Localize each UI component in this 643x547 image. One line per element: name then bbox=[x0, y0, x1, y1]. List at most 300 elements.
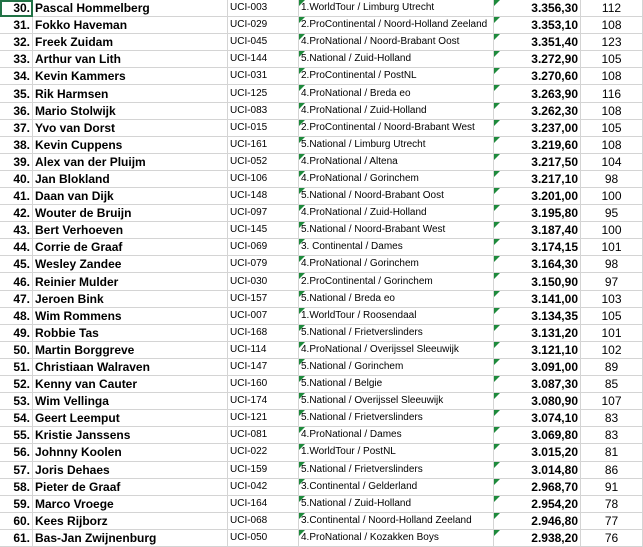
count-cell[interactable] bbox=[581, 205, 643, 222]
count-text: 81 bbox=[604, 445, 619, 460]
error-indicator-icon bbox=[494, 291, 500, 297]
table-row bbox=[0, 34, 643, 51]
rider-name-text: Pieter de Graaf bbox=[35, 479, 121, 494]
rider-name-text: Wesley Zandee bbox=[35, 257, 122, 272]
category-team-cell[interactable] bbox=[299, 393, 494, 410]
count-cell[interactable] bbox=[581, 119, 643, 136]
table-row bbox=[0, 461, 643, 478]
rank-cell[interactable] bbox=[0, 324, 33, 341]
rider-code-cell[interactable] bbox=[228, 102, 299, 119]
points-text: 3.187,40 bbox=[531, 223, 578, 238]
category-team-cell[interactable] bbox=[299, 170, 494, 187]
error-indicator-icon bbox=[299, 462, 305, 468]
table-row bbox=[0, 427, 643, 444]
category-team-text: 3.Continental / Noord-Holland Zeeland bbox=[301, 514, 472, 526]
points-cell[interactable] bbox=[494, 273, 581, 290]
category-team-cell[interactable] bbox=[299, 0, 494, 17]
points-cell[interactable] bbox=[494, 358, 581, 375]
points-text: 3.262,30 bbox=[531, 103, 578, 118]
count-text: 103 bbox=[601, 291, 622, 306]
category-team-cell[interactable] bbox=[299, 376, 494, 393]
rider-code-text: UCI-031 bbox=[230, 70, 268, 82]
count-cell[interactable] bbox=[581, 495, 643, 512]
rank-cell[interactable] bbox=[0, 136, 33, 153]
count-cell[interactable] bbox=[581, 427, 643, 444]
rank-cell[interactable] bbox=[0, 341, 33, 358]
rider-name-text: Rik Harmsen bbox=[35, 86, 109, 101]
count-text: 98 bbox=[604, 257, 619, 272]
points-text: 3.270,60 bbox=[531, 69, 578, 84]
error-indicator-icon bbox=[494, 222, 500, 228]
error-indicator-icon bbox=[494, 85, 500, 91]
rider-code-cell[interactable] bbox=[228, 478, 299, 495]
error-indicator-icon bbox=[299, 120, 305, 126]
rider-name-cell[interactable] bbox=[33, 205, 228, 222]
table-row bbox=[0, 273, 643, 290]
count-text: 108 bbox=[601, 103, 622, 118]
points-cell[interactable] bbox=[494, 529, 581, 546]
rider-code-cell[interactable] bbox=[228, 34, 299, 51]
count-text: 107 bbox=[601, 394, 622, 409]
points-cell[interactable] bbox=[494, 393, 581, 410]
rider-name-cell[interactable] bbox=[33, 495, 228, 512]
rank-text: 30. bbox=[13, 1, 30, 16]
rank-cell[interactable] bbox=[0, 239, 33, 256]
points-text: 3.014,80 bbox=[531, 462, 578, 477]
rank-text: 56. bbox=[13, 445, 30, 460]
category-team-cell[interactable] bbox=[299, 102, 494, 119]
count-cell[interactable] bbox=[581, 239, 643, 256]
category-team-cell[interactable] bbox=[299, 85, 494, 102]
category-team-text: 4.ProNational / Breda eo bbox=[301, 87, 411, 99]
points-cell[interactable] bbox=[494, 51, 581, 68]
error-indicator-icon bbox=[299, 103, 305, 109]
rider-name-cell[interactable] bbox=[33, 222, 228, 239]
rank-cell[interactable] bbox=[0, 85, 33, 102]
rider-code-cell[interactable] bbox=[228, 341, 299, 358]
count-cell[interactable] bbox=[581, 478, 643, 495]
category-team-text: 2.ProContinental / Noord-Brabant West bbox=[301, 121, 475, 133]
category-team-text: 5.National / Zuid-Holland bbox=[301, 497, 412, 509]
rider-code-cell[interactable] bbox=[228, 188, 299, 205]
count-text: 116 bbox=[601, 86, 622, 101]
rank-cell[interactable] bbox=[0, 205, 33, 222]
rider-name-cell[interactable] bbox=[33, 34, 228, 51]
rider-code-cell[interactable] bbox=[228, 512, 299, 529]
error-indicator-icon bbox=[494, 0, 500, 6]
category-team-cell[interactable] bbox=[299, 427, 494, 444]
rank-cell[interactable] bbox=[0, 17, 33, 34]
category-team-cell[interactable] bbox=[299, 410, 494, 427]
error-indicator-icon bbox=[494, 34, 500, 40]
rider-code-cell[interactable] bbox=[228, 529, 299, 546]
points-cell[interactable] bbox=[494, 85, 581, 102]
rider-code-cell[interactable] bbox=[228, 256, 299, 273]
points-cell[interactable] bbox=[494, 102, 581, 119]
count-cell[interactable] bbox=[581, 393, 643, 410]
rider-name-text: Johnny Koolen bbox=[35, 445, 122, 460]
count-cell[interactable] bbox=[581, 188, 643, 205]
rank-text: 36. bbox=[13, 103, 30, 118]
rider-code-cell[interactable] bbox=[228, 358, 299, 375]
rider-name-cell[interactable] bbox=[33, 358, 228, 375]
category-team-cell[interactable] bbox=[299, 34, 494, 51]
count-cell[interactable] bbox=[581, 273, 643, 290]
rank-text: 55. bbox=[13, 428, 30, 443]
count-cell[interactable] bbox=[581, 358, 643, 375]
category-team-cell[interactable] bbox=[299, 153, 494, 170]
rank-cell[interactable] bbox=[0, 393, 33, 410]
points-cell[interactable] bbox=[494, 68, 581, 85]
rider-code-cell[interactable] bbox=[228, 51, 299, 68]
points-cell[interactable] bbox=[494, 256, 581, 273]
category-team-cell[interactable] bbox=[299, 444, 494, 461]
error-indicator-icon bbox=[299, 239, 305, 245]
table-row bbox=[0, 17, 643, 34]
rider-name-cell[interactable] bbox=[33, 102, 228, 119]
rider-name-cell[interactable] bbox=[33, 256, 228, 273]
rider-name-cell[interactable] bbox=[33, 512, 228, 529]
category-team-cell[interactable] bbox=[299, 205, 494, 222]
rider-code-text: UCI-050 bbox=[230, 531, 268, 543]
count-cell[interactable] bbox=[581, 85, 643, 102]
rider-code-text: UCI-168 bbox=[230, 326, 268, 338]
rank-cell[interactable] bbox=[0, 461, 33, 478]
count-cell[interactable] bbox=[581, 529, 643, 546]
rank-cell[interactable] bbox=[0, 478, 33, 495]
rank-cell[interactable] bbox=[0, 529, 33, 546]
points-text: 3.134,35 bbox=[531, 308, 578, 323]
category-team-cell[interactable] bbox=[299, 222, 494, 239]
count-text: 112 bbox=[601, 1, 622, 16]
points-cell[interactable] bbox=[494, 222, 581, 239]
rider-code-cell[interactable] bbox=[228, 136, 299, 153]
rank-text: 43. bbox=[13, 223, 30, 238]
rider-code-cell[interactable] bbox=[228, 290, 299, 307]
error-indicator-icon bbox=[494, 496, 500, 502]
category-team-cell[interactable] bbox=[299, 188, 494, 205]
count-cell[interactable] bbox=[581, 153, 643, 170]
category-team-text: 5.National / Noord-Brabant Oost bbox=[301, 190, 444, 202]
rank-text: 34. bbox=[13, 69, 30, 84]
rank-text: 40. bbox=[13, 171, 30, 186]
table-row bbox=[0, 153, 643, 170]
rider-name-cell[interactable] bbox=[33, 68, 228, 85]
count-text: 101 bbox=[601, 325, 622, 340]
rider-name-cell[interactable] bbox=[33, 170, 228, 187]
category-team-cell[interactable] bbox=[299, 239, 494, 256]
rider-name-cell[interactable] bbox=[33, 461, 228, 478]
rider-code-cell[interactable] bbox=[228, 170, 299, 187]
rank-cell[interactable] bbox=[0, 34, 33, 51]
rank-cell[interactable] bbox=[0, 444, 33, 461]
rider-code-cell[interactable] bbox=[228, 393, 299, 410]
count-cell[interactable] bbox=[581, 307, 643, 324]
count-text: 86 bbox=[604, 462, 619, 477]
rider-code-cell[interactable] bbox=[228, 119, 299, 136]
rider-name-cell[interactable] bbox=[33, 478, 228, 495]
rider-name-text: Kristie Janssens bbox=[35, 428, 131, 443]
count-cell[interactable] bbox=[581, 51, 643, 68]
count-text: 108 bbox=[601, 137, 622, 152]
points-cell[interactable] bbox=[494, 0, 581, 17]
rider-name-cell[interactable] bbox=[33, 427, 228, 444]
rider-name-cell[interactable] bbox=[33, 444, 228, 461]
rank-text: 57. bbox=[13, 462, 30, 477]
rank-cell[interactable] bbox=[0, 102, 33, 119]
rider-code-cell[interactable] bbox=[228, 85, 299, 102]
category-team-cell[interactable] bbox=[299, 68, 494, 85]
rider-code-text: UCI-022 bbox=[230, 446, 268, 458]
table-row bbox=[0, 0, 643, 17]
rank-cell[interactable] bbox=[0, 222, 33, 239]
rider-name-text: Jeroen Bink bbox=[35, 291, 104, 306]
category-team-cell[interactable] bbox=[299, 495, 494, 512]
rider-code-cell[interactable] bbox=[228, 0, 299, 17]
points-cell[interactable] bbox=[494, 136, 581, 153]
rider-name-text: Christiaan Walraven bbox=[35, 360, 150, 374]
table-row bbox=[0, 358, 643, 375]
rider-code-cell[interactable] bbox=[228, 307, 299, 324]
rider-name-cell[interactable] bbox=[33, 51, 228, 68]
rider-name-text: Arthur van Lith bbox=[35, 52, 121, 67]
points-cell[interactable] bbox=[494, 34, 581, 51]
points-cell[interactable] bbox=[494, 239, 581, 256]
rider-code-text: UCI-145 bbox=[230, 224, 268, 236]
count-cell[interactable] bbox=[581, 102, 643, 119]
rider-name-cell[interactable] bbox=[33, 529, 228, 546]
points-cell[interactable] bbox=[494, 153, 581, 170]
rider-name-cell[interactable] bbox=[33, 0, 228, 17]
error-indicator-icon bbox=[494, 479, 500, 485]
error-indicator-icon bbox=[299, 359, 305, 365]
rider-code-cell[interactable] bbox=[228, 376, 299, 393]
category-team-cell[interactable] bbox=[299, 256, 494, 273]
count-cell[interactable] bbox=[581, 256, 643, 273]
rank-text: 53. bbox=[13, 394, 30, 409]
category-team-cell[interactable] bbox=[299, 17, 494, 34]
rank-cell[interactable] bbox=[0, 170, 33, 187]
rider-code-cell[interactable] bbox=[228, 427, 299, 444]
rider-name-text: Geert Leemput bbox=[35, 411, 120, 426]
rank-cell[interactable] bbox=[0, 68, 33, 85]
rank-text: 37. bbox=[13, 120, 30, 135]
rank-cell[interactable] bbox=[0, 358, 33, 375]
points-cell[interactable] bbox=[494, 205, 581, 222]
points-cell[interactable] bbox=[494, 444, 581, 461]
category-team-cell[interactable] bbox=[299, 136, 494, 153]
table-row bbox=[0, 324, 643, 341]
rank-cell[interactable] bbox=[0, 376, 33, 393]
error-indicator-icon bbox=[299, 17, 305, 23]
rank-cell[interactable] bbox=[0, 153, 33, 170]
error-indicator-icon bbox=[494, 359, 500, 365]
rider-code-cell[interactable] bbox=[228, 222, 299, 239]
points-cell[interactable] bbox=[494, 478, 581, 495]
rider-name-cell[interactable] bbox=[33, 188, 228, 205]
count-text: 98 bbox=[604, 171, 619, 186]
rider-name-cell[interactable] bbox=[33, 307, 228, 324]
count-cell[interactable] bbox=[581, 0, 643, 17]
rank-cell[interactable] bbox=[0, 410, 33, 427]
table-row bbox=[0, 256, 643, 273]
rank-text: 54. bbox=[13, 411, 30, 426]
rider-name-cell[interactable] bbox=[33, 85, 228, 102]
rank-cell[interactable] bbox=[0, 273, 33, 290]
error-indicator-icon bbox=[299, 273, 305, 279]
points-text: 2.938,20 bbox=[531, 530, 578, 545]
rider-name-text: Wouter de Bruijn bbox=[35, 206, 132, 221]
rank-cell[interactable] bbox=[0, 51, 33, 68]
error-indicator-icon bbox=[494, 376, 500, 382]
category-team-text: 4.ProNational / Gorinchem bbox=[301, 172, 419, 184]
category-team-cell[interactable] bbox=[299, 529, 494, 546]
points-cell[interactable] bbox=[494, 324, 581, 341]
rank-cell[interactable] bbox=[0, 0, 33, 17]
rider-name-cell[interactable] bbox=[33, 393, 228, 410]
points-cell[interactable] bbox=[494, 307, 581, 324]
category-team-text: 5.National / Belgie bbox=[301, 378, 383, 390]
count-cell[interactable] bbox=[581, 376, 643, 393]
points-cell[interactable] bbox=[494, 290, 581, 307]
count-cell[interactable] bbox=[581, 136, 643, 153]
category-team-text: 4.ProNational / Zuid-Holland bbox=[301, 104, 427, 116]
category-team-cell[interactable] bbox=[299, 324, 494, 341]
rider-code-cell[interactable] bbox=[228, 17, 299, 34]
rider-name-cell[interactable] bbox=[33, 153, 228, 170]
points-text: 3.141,00 bbox=[531, 291, 578, 306]
category-team-cell[interactable] bbox=[299, 290, 494, 307]
table-row bbox=[0, 529, 643, 546]
table-row bbox=[0, 102, 643, 119]
category-team-text: 3. Continental / Dames bbox=[301, 241, 403, 253]
rider-code-cell[interactable] bbox=[228, 68, 299, 85]
points-cell[interactable] bbox=[494, 410, 581, 427]
table-row bbox=[0, 495, 643, 512]
rank-cell[interactable] bbox=[0, 495, 33, 512]
points-cell[interactable] bbox=[494, 427, 581, 444]
rank-cell[interactable] bbox=[0, 512, 33, 529]
count-cell[interactable] bbox=[581, 341, 643, 358]
category-team-cell[interactable] bbox=[299, 51, 494, 68]
rider-name-cell[interactable] bbox=[33, 410, 228, 427]
rider-name-cell[interactable] bbox=[33, 273, 228, 290]
count-text: 105 bbox=[601, 52, 622, 67]
rider-name-text: Jan Blokland bbox=[35, 171, 110, 186]
category-team-cell[interactable] bbox=[299, 307, 494, 324]
rank-text: 44. bbox=[13, 240, 30, 255]
category-team-cell[interactable] bbox=[299, 341, 494, 358]
rider-code-cell[interactable] bbox=[228, 273, 299, 290]
rank-cell[interactable] bbox=[0, 307, 33, 324]
rider-code-cell[interactable] bbox=[228, 495, 299, 512]
count-text: 83 bbox=[604, 411, 619, 426]
rider-name-cell[interactable] bbox=[33, 17, 228, 34]
count-cell[interactable] bbox=[581, 444, 643, 461]
rider-code-cell[interactable] bbox=[228, 205, 299, 222]
points-cell[interactable] bbox=[494, 461, 581, 478]
rank-text: 46. bbox=[13, 274, 30, 289]
error-indicator-icon bbox=[494, 273, 500, 279]
points-text: 3.237,00 bbox=[531, 120, 578, 135]
table-row bbox=[0, 170, 643, 187]
rider-name-cell[interactable] bbox=[33, 290, 228, 307]
rider-code-cell[interactable] bbox=[228, 410, 299, 427]
rider-name-cell[interactable] bbox=[33, 324, 228, 341]
points-cell[interactable] bbox=[494, 119, 581, 136]
points-text: 3.074,10 bbox=[531, 411, 578, 426]
category-team-text: 4.ProNational / Dames bbox=[301, 429, 402, 441]
points-cell[interactable] bbox=[494, 512, 581, 529]
points-cell[interactable] bbox=[494, 376, 581, 393]
rider-name-cell[interactable] bbox=[33, 376, 228, 393]
rank-cell[interactable] bbox=[0, 290, 33, 307]
rank-text: 41. bbox=[13, 189, 30, 204]
rank-cell[interactable] bbox=[0, 427, 33, 444]
category-team-cell[interactable] bbox=[299, 273, 494, 290]
rank-cell[interactable] bbox=[0, 119, 33, 136]
rank-cell[interactable] bbox=[0, 256, 33, 273]
rank-text: 45. bbox=[13, 257, 30, 272]
count-cell[interactable] bbox=[581, 34, 643, 51]
rank-text: 58. bbox=[13, 479, 30, 494]
rider-code-cell[interactable] bbox=[228, 153, 299, 170]
count-cell[interactable] bbox=[581, 410, 643, 427]
count-cell[interactable] bbox=[581, 222, 643, 239]
count-cell[interactable] bbox=[581, 68, 643, 85]
count-cell[interactable] bbox=[581, 512, 643, 529]
rider-code-cell[interactable] bbox=[228, 239, 299, 256]
rider-name-cell[interactable] bbox=[33, 136, 228, 153]
rider-name-text: Pascal Hommelberg bbox=[35, 1, 150, 16]
rider-code-text: UCI-147 bbox=[230, 361, 268, 372]
points-cell[interactable] bbox=[494, 170, 581, 187]
rider-code-text: UCI-157 bbox=[230, 292, 268, 304]
category-team-cell[interactable] bbox=[299, 119, 494, 136]
count-cell[interactable] bbox=[581, 290, 643, 307]
category-team-cell[interactable] bbox=[299, 461, 494, 478]
count-cell[interactable] bbox=[581, 17, 643, 34]
category-team-cell[interactable] bbox=[299, 512, 494, 529]
category-team-cell[interactable] bbox=[299, 478, 494, 495]
rider-code-cell[interactable] bbox=[228, 461, 299, 478]
table-row bbox=[0, 188, 643, 205]
rider-name-cell[interactable] bbox=[33, 341, 228, 358]
rider-name-cell[interactable] bbox=[33, 119, 228, 136]
rank-cell[interactable] bbox=[0, 188, 33, 205]
rider-name-text: Kevin Kammers bbox=[35, 69, 126, 84]
points-cell[interactable] bbox=[494, 17, 581, 34]
points-cell[interactable] bbox=[494, 341, 581, 358]
rider-name-text: Freek Zuidam bbox=[35, 35, 114, 50]
rider-code-cell[interactable] bbox=[228, 444, 299, 461]
rider-code-cell[interactable] bbox=[228, 324, 299, 341]
count-text: 102 bbox=[601, 342, 622, 357]
count-cell[interactable] bbox=[581, 324, 643, 341]
category-team-cell[interactable] bbox=[299, 358, 494, 375]
table-row bbox=[0, 85, 643, 102]
error-indicator-icon bbox=[494, 393, 500, 399]
error-indicator-icon bbox=[494, 444, 500, 450]
points-cell[interactable] bbox=[494, 495, 581, 512]
rank-text: 49. bbox=[13, 325, 30, 340]
count-cell[interactable] bbox=[581, 461, 643, 478]
count-text: 105 bbox=[601, 308, 622, 323]
points-text: 3.272,90 bbox=[531, 52, 578, 67]
count-cell[interactable] bbox=[581, 170, 643, 187]
rider-name-cell[interactable] bbox=[33, 239, 228, 256]
points-cell[interactable] bbox=[494, 188, 581, 205]
